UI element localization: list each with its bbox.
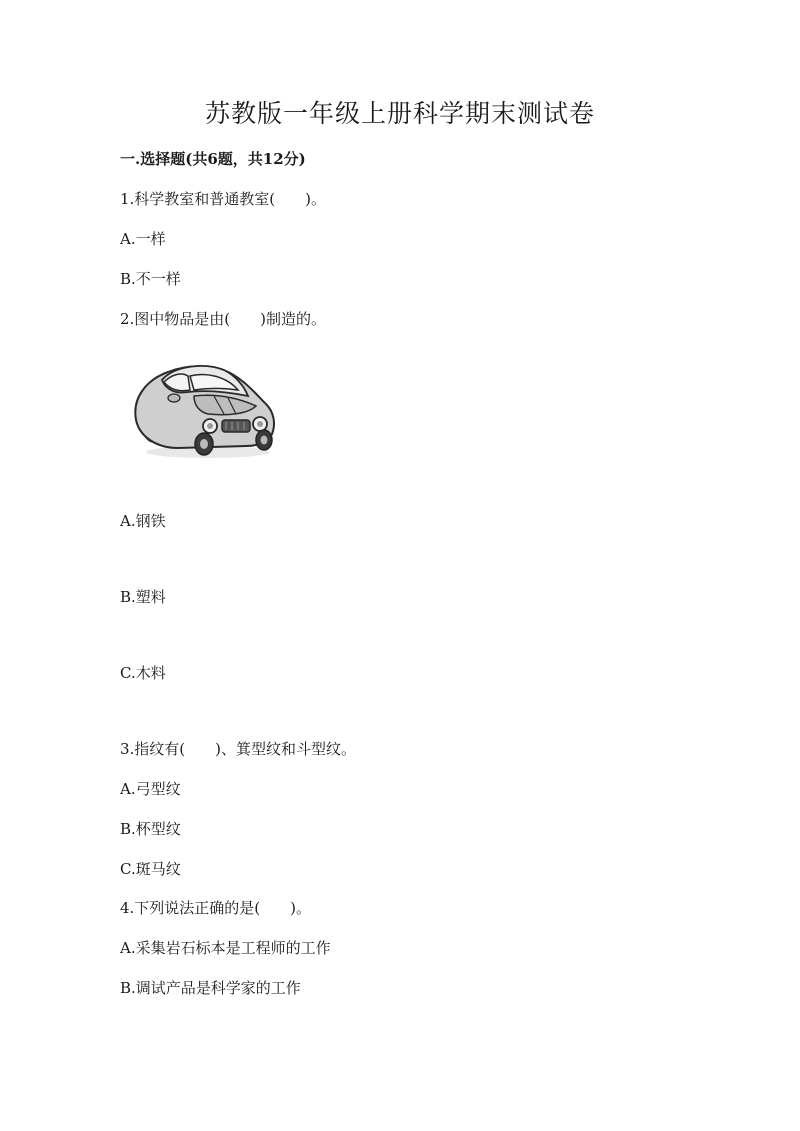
question-2-option-b: B.塑料	[120, 588, 166, 606]
question-4-option-a: A.采集岩石标本是工程师的工作	[120, 939, 331, 957]
question-3-option-a: A.弓型纹	[120, 780, 181, 798]
question-1-option-a: A.一样	[120, 230, 166, 248]
question-2-option-a: A.钢铁	[120, 512, 166, 530]
question-1-option-b: B.不一样	[120, 270, 181, 288]
page-title: 苏教版一年级上册科学期末测试卷	[204, 99, 595, 128]
question-3-stem: 3.指纹有( )、箕型纹和斗型纹。	[120, 740, 357, 758]
question-3-option-c: C.斑马纹	[120, 860, 181, 878]
question-2-option-c: C.木料	[120, 664, 166, 682]
car-illustration	[128, 358, 278, 462]
question-3-option-b: B.杯型纹	[120, 820, 181, 838]
section-heading: 一.选择题(共6题，共12分)	[120, 150, 306, 168]
question-2-stem: 2.图中物品是由( )制造的。	[120, 310, 327, 328]
question-1-stem: 1.科学教室和普通教室( )。	[120, 190, 327, 208]
question-4-option-b: B.调试产品是科学家的工作	[120, 979, 301, 997]
question-4-stem: 4.下列说法正确的是( )。	[120, 899, 312, 917]
